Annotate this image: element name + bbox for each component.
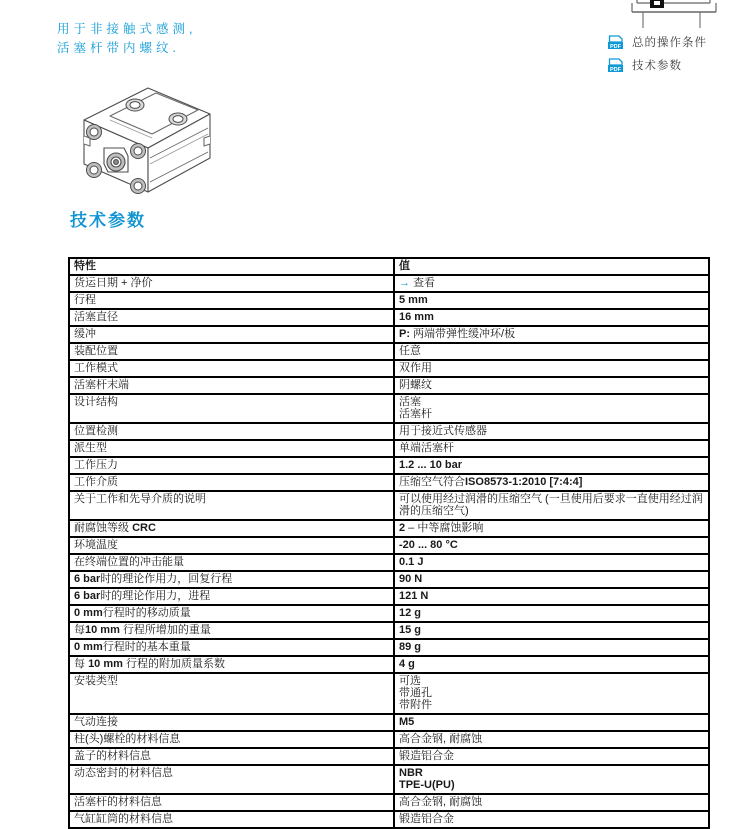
spec-name: 每10 mm 行程所增加的重量 [69, 622, 394, 639]
spec-value: 90 N [394, 571, 709, 588]
spec-value: 锻造铝合金 [394, 811, 709, 828]
spec-value: -20 ... 80 °C [394, 537, 709, 554]
table-row [69, 537, 709, 554]
link-label: 技术参数 [632, 60, 682, 72]
spec-name: 货运日期 + 净价 [69, 275, 394, 292]
spec-name: 耐腐蚀等级 CRC [69, 520, 394, 537]
product-image [52, 78, 232, 198]
spec-name: 工作模式 [69, 360, 394, 377]
table-row [69, 622, 709, 639]
spec-value: P: 两端带弹性缓冲环/板 [394, 326, 709, 343]
table-row [69, 457, 709, 474]
table-row [69, 588, 709, 605]
table-row [69, 794, 709, 811]
spec-value: 1.2 ... 10 bar [394, 457, 709, 474]
spec-name: 设计结构 [69, 394, 394, 423]
spec-value: 12 g [394, 605, 709, 622]
table-row [69, 292, 709, 309]
spec-name: 气缸缸筒的材料信息 [69, 811, 394, 828]
table-row [69, 639, 709, 656]
pdf-links [608, 34, 707, 80]
spec-name: 工作介质 [69, 474, 394, 491]
spec-name: 环境温度 [69, 537, 394, 554]
spec-value: 15 g [394, 622, 709, 639]
spec-name: 盖子的材料信息 [69, 748, 394, 765]
spec-name: 关于工作和先导介质的说明 [69, 491, 394, 520]
spec-name: 气动连接 [69, 714, 394, 731]
spec-name: 派生型 [69, 440, 394, 457]
view-link[interactable]: 查看 [413, 277, 436, 289]
table-row [69, 275, 709, 292]
table-row [69, 520, 709, 537]
table-row [69, 491, 709, 520]
spec-name: 安装类型 [69, 673, 394, 714]
spec-name: 动态密封的材料信息 [69, 765, 394, 794]
table-row [69, 554, 709, 571]
svg-text:PDF: PDF [610, 43, 621, 50]
dimension-drawing-fragment [626, 0, 726, 30]
specs-table [68, 257, 710, 829]
spec-name: 活塞直径 [69, 309, 394, 326]
spec-name: 每 10 mm 行程的附加质量系数 [69, 656, 394, 673]
table-row [69, 309, 709, 326]
intro-text [57, 20, 196, 58]
spec-value: NBR TPE-U(PU) [394, 765, 709, 794]
spec-value: 4 g [394, 656, 709, 673]
table-row [69, 748, 709, 765]
spec-value: 压缩空气符合ISO8573-1:2010 [7:4:4] [394, 474, 709, 491]
spec-value: 可选 带通孔 带附件 [394, 673, 709, 714]
table-row [69, 571, 709, 588]
spec-value: M5 [394, 714, 709, 731]
spec-value: 用于接近式传感器 [394, 423, 709, 440]
spec-value [394, 275, 709, 292]
spec-value: 121 N [394, 588, 709, 605]
spec-name: 柱(头)螺栓的材料信息 [69, 731, 394, 748]
intro-line-2: 活塞杆带内螺纹. [57, 41, 180, 55]
pdf-icon [608, 58, 625, 73]
link-technical-data[interactable] [608, 57, 707, 73]
spec-value: 0.1 J [394, 554, 709, 571]
spec-name: 在终端位置的冲击能量 [69, 554, 394, 571]
table-row [69, 811, 709, 828]
table-row [69, 474, 709, 491]
table-row [69, 440, 709, 457]
spec-name: 位置检测 [69, 423, 394, 440]
spec-value: 阴螺纹 [394, 377, 709, 394]
spec-value: 锻造铝合金 [394, 748, 709, 765]
spec-name: 缓冲 [69, 326, 394, 343]
spec-name: 活塞杆的材料信息 [69, 794, 394, 811]
spec-value: 可以使用经过润滑的压缩空气 (一旦使用后要求一直使用经过润滑的压缩空气) [394, 491, 709, 520]
spec-value: 单端活塞杆 [394, 440, 709, 457]
table-row [69, 714, 709, 731]
arrow-right-icon: → [399, 277, 414, 289]
intro-line-1: 用于非接触式感测, [57, 22, 197, 36]
table-row [69, 326, 709, 343]
pdf-icon [608, 35, 625, 50]
section-title: 技术参数 [70, 211, 146, 230]
spec-name: 工作压力 [69, 457, 394, 474]
svg-text:PDF: PDF [610, 66, 621, 73]
table-row [69, 765, 709, 794]
spec-value: 2 – 中等腐蚀影响 [394, 520, 709, 537]
table-row [69, 605, 709, 622]
link-general-operating-conditions[interactable] [608, 34, 707, 50]
spec-value: 89 g [394, 639, 709, 656]
spec-name: 6 bar时的理论作用力，进程 [69, 588, 394, 605]
link-label: 总的操作条件 [632, 37, 707, 49]
spec-name: 6 bar时的理论作用力，回复行程 [69, 571, 394, 588]
table-header-row [69, 258, 709, 275]
header-feature: 特性 [69, 258, 394, 275]
spec-value: 任意 [394, 343, 709, 360]
table-row [69, 394, 709, 423]
table-row [69, 423, 709, 440]
table-row [69, 343, 709, 360]
spec-value: 5 mm [394, 292, 709, 309]
spec-name: 0 mm行程时的基本重量 [69, 639, 394, 656]
spec-name: 装配位置 [69, 343, 394, 360]
table-row [69, 673, 709, 714]
spec-value: 16 mm [394, 309, 709, 326]
table-row [69, 377, 709, 394]
table-row [69, 360, 709, 377]
table-row [69, 731, 709, 748]
spec-value: 高合金钢, 耐腐蚀 [394, 794, 709, 811]
spec-value: 高合金钢, 耐腐蚀 [394, 731, 709, 748]
spec-value: 活塞 活塞杆 [394, 394, 709, 423]
spec-name: 行程 [69, 292, 394, 309]
spec-name: 活塞杆末端 [69, 377, 394, 394]
header-value: 值 [394, 258, 709, 275]
spec-name: 0 mm行程时的移动质量 [69, 605, 394, 622]
spec-value: 双作用 [394, 360, 709, 377]
table-row [69, 656, 709, 673]
